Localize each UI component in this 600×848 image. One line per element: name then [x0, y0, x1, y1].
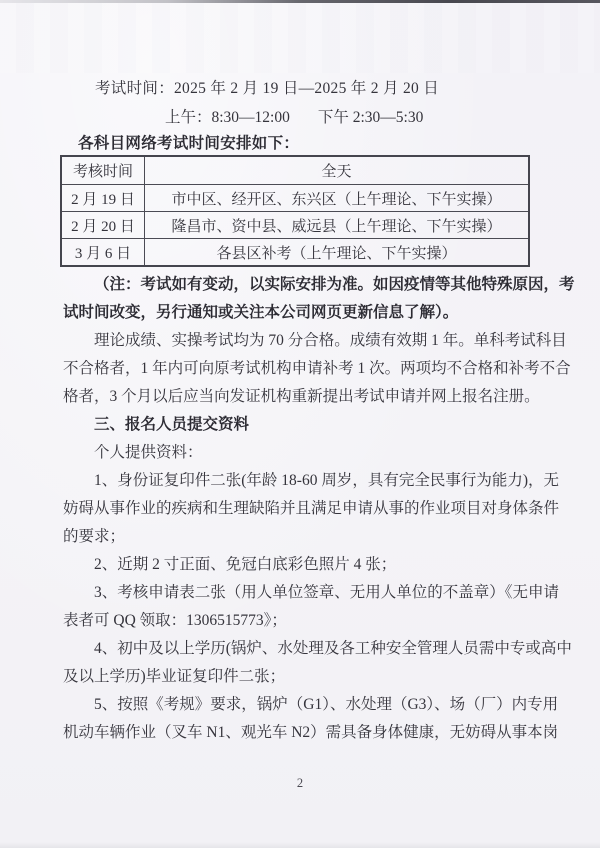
requirement-item-line: 1、身份证复印件二张(年龄 18-60 周岁，具有完全民事行为能力)，无	[94, 472, 559, 489]
scan-shadow-bottom	[0, 842, 600, 848]
scanner-streak-texture	[0, 3, 600, 73]
table-row	[61, 239, 529, 267]
requirement-item-line: 5、按照《考规》要求，锅炉（G1）、水处理（G3）、场（厂）内专用	[94, 696, 559, 713]
afternoon-session: 下午 2:30—5:30	[317, 109, 424, 126]
note-paragraph-line: （注：考试如有变动，以实际安排为准。如因疫情等其他特殊原因，考	[94, 276, 575, 293]
exam-schedule-table	[60, 155, 530, 267]
table-header-row	[61, 156, 529, 185]
note-paragraph-line: 试时间改变，另行通知或关注本公司网页更新信息了解）。	[63, 304, 459, 321]
requirement-item-line: 4、初中及以上学历(锅炉、水处理及各工种安全管理人员需中专或高中	[94, 640, 572, 657]
cell-locations: 隆昌市、资中县、威远县（上午理论、下午实操）	[145, 212, 530, 239]
personal-materials-intro: 个人提供资料：	[94, 444, 203, 461]
morning-session: 上午：8:30—12:00	[165, 109, 290, 126]
scoring-paragraph-line: 不合格者，1 年内可向原考试机构申请补考 1 次。两项均不合格和补考不合	[63, 360, 571, 377]
cell-date: 2 月 19 日	[61, 185, 145, 212]
requirement-item-line: 及以上学历)毕业证复印件二张；	[63, 668, 286, 685]
exam-time-line: 考试时间：2025 年 2 月 19 日—2025 年 2 月 20 日	[95, 80, 440, 97]
cell-date: 3 月 6 日	[61, 239, 145, 267]
page-number: 2	[296, 776, 304, 790]
scoring-paragraph-line: 理论成绩、实操考试均为 70 分合格。成绩有效期 1 年。单科考试科目	[94, 332, 567, 349]
scoring-paragraph-line: 格者，3 个月以后应当向发证机构重新提出考试申请并网上报名注册。	[63, 388, 540, 405]
cell-date: 2 月 20 日	[61, 212, 145, 239]
table-row	[61, 212, 529, 239]
requirement-item-line: 机动车辆作业（叉车 N1、观光车 N2）需具备身体健康，无妨碍从事本岗	[63, 724, 559, 741]
table-row	[61, 185, 529, 212]
exam-schedule-table-wrap	[60, 155, 530, 267]
document-body	[63, 271, 575, 747]
schedule-intro-heading: 各科目网络考试时间安排如下：	[78, 135, 300, 152]
cell-locations: 各县区补考（上午理论、下午实操）	[145, 239, 530, 267]
requirement-item-line: 的要求；	[63, 528, 126, 545]
exam-session-line	[165, 105, 423, 127]
requirement-item-line: 2、近期 2 寸正面、免冠白底彩色照片 4 张；	[94, 556, 397, 573]
cell-locations: 市中区、经开区、东兴区（上午理论、下午实操）	[145, 185, 530, 212]
requirement-item-line: 妨碍从事作业的疾病和生理缺陷并且满足申请从事的作业项目对身体条件	[63, 500, 560, 517]
requirement-item-line: 表者可 QQ 领取：1306515773》；	[63, 612, 287, 629]
header-cell-assessment-time: 考核时间	[61, 156, 145, 185]
scan-edge-artifact	[0, 0, 600, 3]
requirement-item-line: 3、考核申请表二张（用人单位签章、无用人单位的不盖章）《无申请	[94, 584, 560, 601]
header-cell-all-day: 全天	[145, 156, 530, 185]
section-heading: 三、报名人员提交资料	[94, 416, 250, 433]
